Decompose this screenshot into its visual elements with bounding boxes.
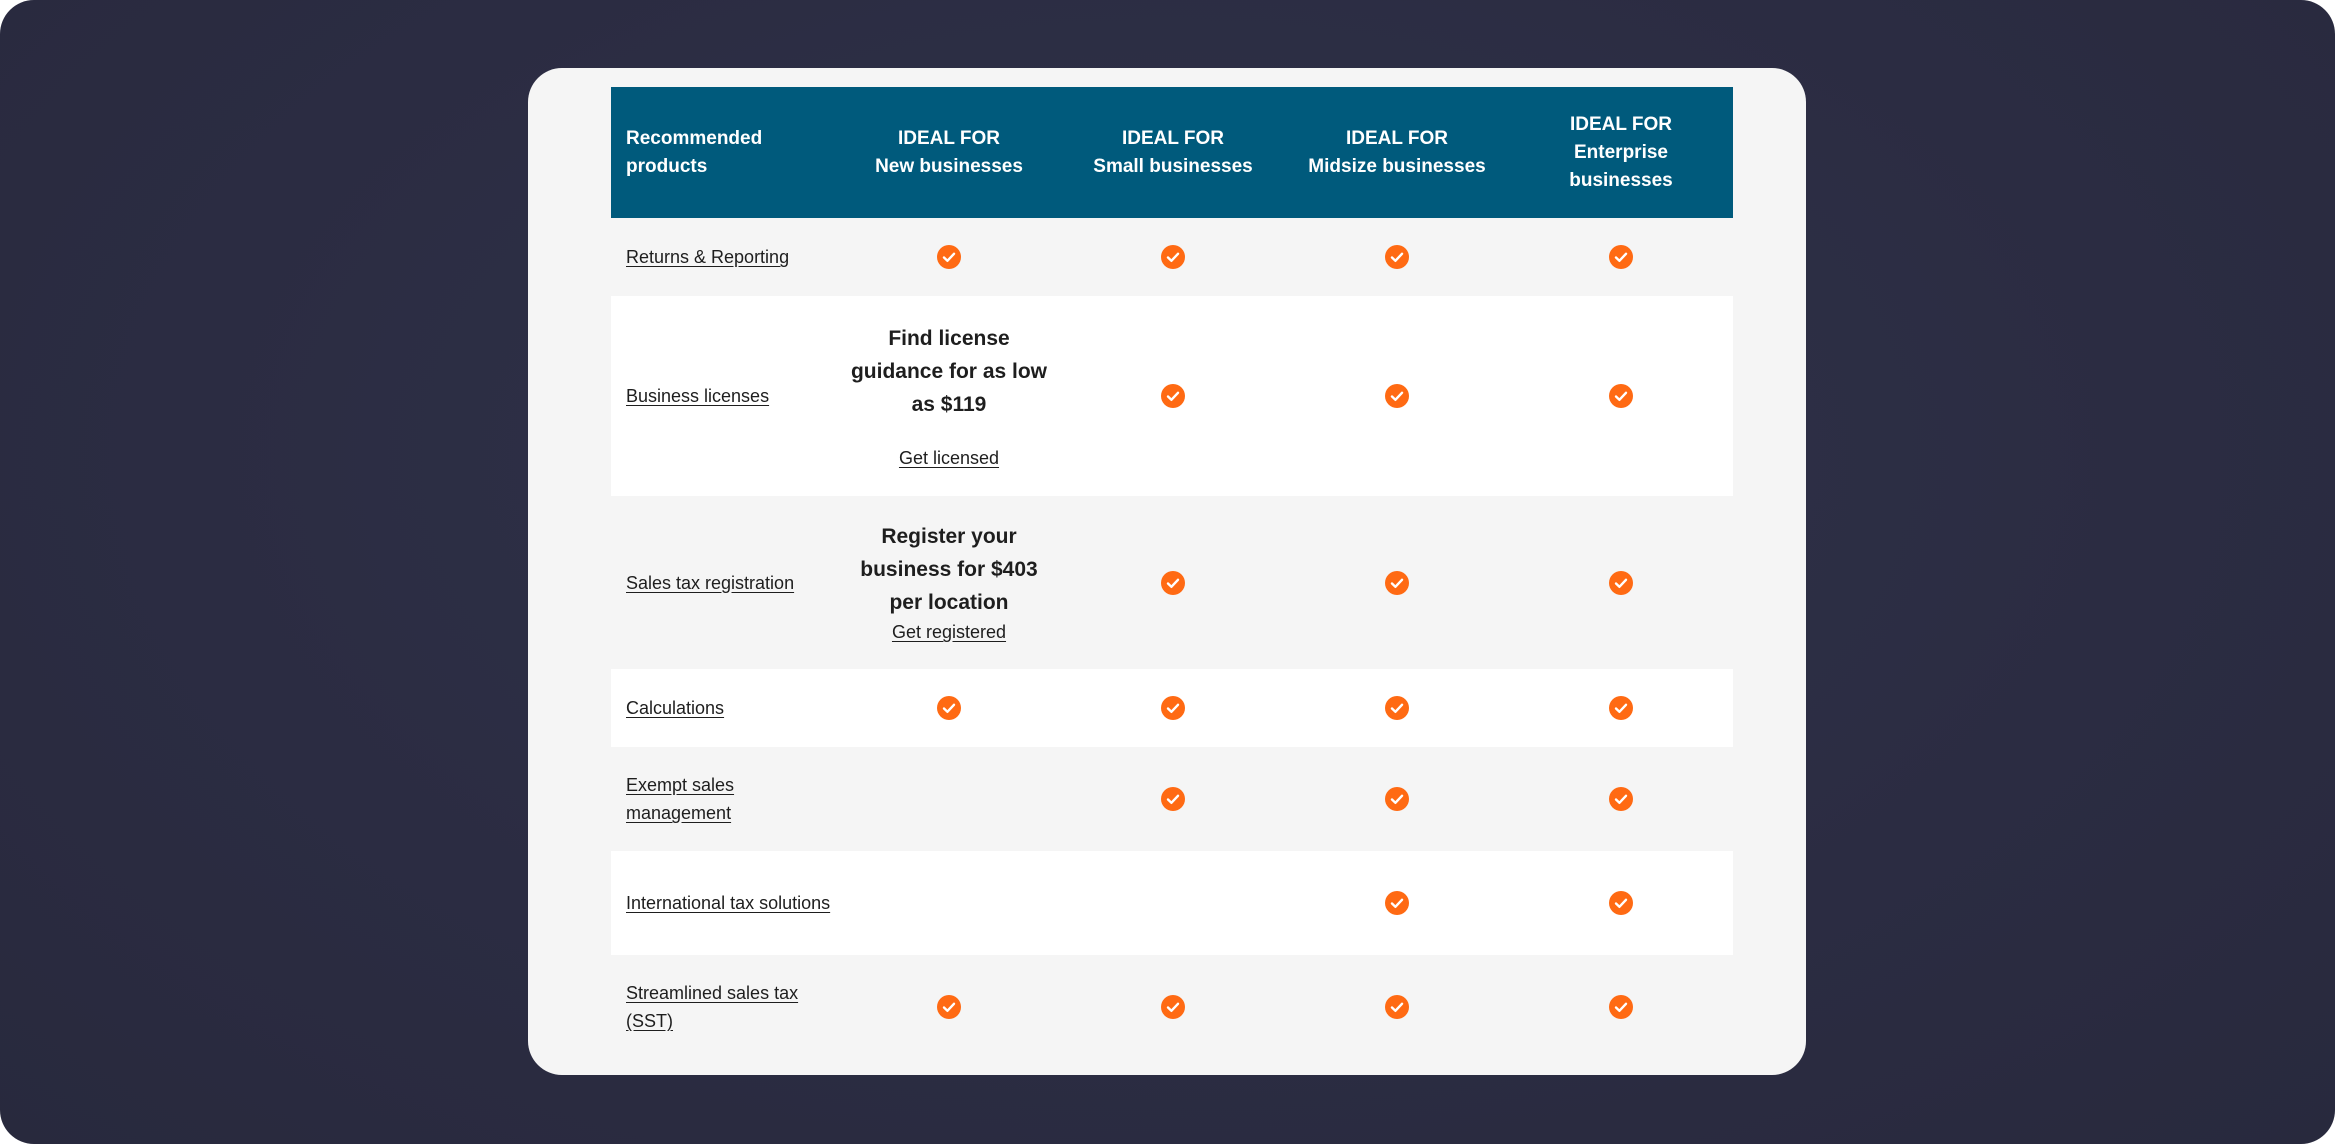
tier-cell-small [1061, 218, 1285, 296]
tier-cell-enterprise [1509, 296, 1733, 496]
check-circle-icon [937, 995, 961, 1019]
header-tier-new [837, 87, 1061, 218]
promo-text: Find license guidance for as low as $119 [850, 326, 1048, 416]
tier-cell-small [1061, 496, 1285, 669]
tier-cell-midsize [1285, 851, 1509, 955]
product-cell [611, 851, 837, 955]
product-link[interactable]: Streamlined sales tax (SST) [626, 983, 799, 1031]
product-comparison-table [611, 87, 1733, 1059]
product-link[interactable]: International tax solutions [626, 893, 831, 913]
product-cell [611, 955, 837, 1059]
header-tier-name: Enterprise businesses [1569, 141, 1673, 191]
product-cell [611, 747, 837, 851]
check-circle-icon [1609, 245, 1633, 269]
tier-cell-midsize [1285, 296, 1509, 496]
check-circle-icon [1385, 384, 1409, 408]
tier-cell-small [1061, 747, 1285, 851]
check-circle-icon [1609, 787, 1633, 811]
tier-cell-small [1061, 851, 1285, 955]
tier-cell-enterprise [1509, 669, 1733, 747]
product-cell [611, 669, 837, 747]
header-tier-midsize [1285, 87, 1509, 218]
tier-cell-new [837, 218, 1061, 296]
product-cell [611, 218, 837, 296]
table-row [611, 669, 1733, 747]
tier-cell-new [837, 669, 1061, 747]
promo-cta-link[interactable]: Get licensed [898, 447, 1000, 468]
product-cell [611, 496, 837, 669]
header-recommended-products-label: Recommended products [626, 127, 763, 177]
tier-cell-midsize [1285, 955, 1509, 1059]
tier-cell-enterprise [1509, 955, 1733, 1059]
header-recommended-products [611, 87, 837, 218]
comparison-card [528, 68, 1806, 1075]
check-circle-icon [1609, 384, 1633, 408]
table-row [611, 851, 1733, 955]
check-circle-icon [1609, 571, 1633, 595]
check-circle-icon [1609, 995, 1633, 1019]
promo-text: Register your business for $403 per location [860, 525, 1038, 614]
table-row [611, 496, 1733, 669]
check-circle-icon [1385, 995, 1409, 1019]
header-tier-enterprise [1509, 87, 1733, 218]
tier-cell-midsize [1285, 747, 1509, 851]
tier-cell-small [1061, 669, 1285, 747]
check-circle-icon [1385, 245, 1409, 269]
check-circle-icon [1161, 384, 1185, 408]
check-circle-icon [1609, 696, 1633, 720]
check-circle-icon [1385, 787, 1409, 811]
header-tier-label: IDEAL FOR [1121, 127, 1225, 149]
tier-cell-new [837, 296, 1061, 496]
product-link[interactable]: Calculations [626, 698, 725, 718]
product-link[interactable]: Sales tax registration [626, 572, 795, 593]
header-tier-label: IDEAL FOR [1569, 113, 1673, 135]
tier-cell-new [837, 851, 1061, 955]
header-tier-name: Midsize businesses [1308, 155, 1486, 177]
table-row [611, 218, 1733, 296]
tier-cell-enterprise [1509, 218, 1733, 296]
table-header-row [611, 87, 1733, 218]
product-link[interactable]: Business licenses [626, 386, 770, 406]
table-row [611, 955, 1733, 1059]
check-circle-icon [937, 696, 961, 720]
tier-cell-enterprise [1509, 747, 1733, 851]
product-link[interactable]: Exempt sales management [626, 775, 735, 823]
check-circle-icon [1609, 891, 1633, 915]
header-tier-label: IDEAL FOR [1345, 127, 1449, 149]
promo-cta-link[interactable]: Get registered [891, 622, 1007, 642]
table-row [611, 747, 1733, 851]
header-tier-small [1061, 87, 1285, 218]
tier-cell-midsize [1285, 496, 1509, 669]
check-circle-icon [937, 245, 961, 269]
tier-cell-enterprise [1509, 851, 1733, 955]
tier-cell-enterprise [1509, 496, 1733, 669]
table-row [611, 296, 1733, 496]
header-tier-name: Small businesses [1093, 155, 1253, 177]
tier-cell-small [1061, 955, 1285, 1059]
check-circle-icon [1161, 995, 1185, 1019]
product-link[interactable]: Returns & Reporting [626, 247, 790, 267]
tier-cell-midsize [1285, 218, 1509, 296]
tier-cell-small [1061, 296, 1285, 496]
tier-cell-new [837, 747, 1061, 851]
check-circle-icon [1161, 571, 1185, 595]
check-circle-icon [1385, 891, 1409, 915]
header-tier-name: New businesses [875, 155, 1023, 177]
check-circle-icon [1385, 696, 1409, 720]
header-tier-label: IDEAL FOR [897, 127, 1001, 149]
check-circle-icon [1385, 571, 1409, 595]
check-circle-icon [1161, 696, 1185, 720]
tier-cell-midsize [1285, 669, 1509, 747]
check-circle-icon [1161, 787, 1185, 811]
tier-cell-new [837, 955, 1061, 1059]
tier-cell-new [837, 496, 1061, 669]
check-circle-icon [1161, 245, 1185, 269]
product-cell [611, 296, 837, 496]
